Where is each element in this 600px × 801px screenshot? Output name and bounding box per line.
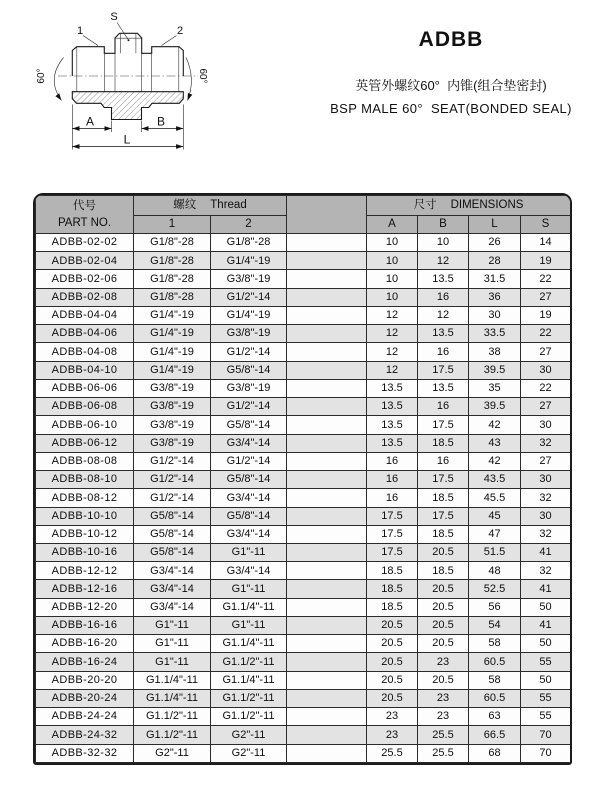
- dim-b-cell: 17.5: [418, 471, 469, 489]
- page-title: ADBB: [418, 28, 484, 51]
- thread2-cell: G1.1/2"-11: [211, 708, 287, 726]
- dim-l-cell: 54: [469, 616, 521, 634]
- dim-l-cell: 48: [469, 562, 521, 580]
- dim-a-cell: 13.5: [367, 379, 418, 397]
- thread2-cell: G1/8"-28: [211, 234, 287, 252]
- spacer-cell: [287, 653, 367, 671]
- dim-s-cell: 30: [521, 416, 571, 434]
- dim-l-cell: 42: [469, 416, 521, 434]
- dim-a-cell: 12: [367, 325, 418, 343]
- dim-a-cell: 16: [367, 452, 418, 470]
- thread1-cell: G1.1/2"-11: [134, 726, 211, 744]
- spacer-cell: [287, 343, 367, 361]
- table-row: [36, 234, 571, 252]
- thread2-cell: G2"-11: [211, 726, 287, 744]
- dim-s-cell: 32: [521, 562, 571, 580]
- part-no-cell: ADBB-04-06: [36, 325, 134, 343]
- spacer-cell: [287, 398, 367, 416]
- thread1-cell: G1/8"-28: [134, 270, 211, 288]
- dim-a-cell: 20.5: [367, 653, 418, 671]
- thread1-cell: G3/8"-19: [134, 398, 211, 416]
- thread1-cell: G1/8"-28: [134, 252, 211, 270]
- table-row: [36, 325, 571, 343]
- table-row: [36, 726, 571, 744]
- dim-b-cell: 23: [418, 653, 469, 671]
- dim-s-cell: 32: [521, 525, 571, 543]
- table-row: [36, 543, 571, 561]
- part-no-cell: ADBB-04-04: [36, 306, 134, 324]
- dim-b-cell: 18.5: [418, 434, 469, 452]
- spacer-cell: [287, 489, 367, 507]
- dim-a-cell: 17.5: [367, 543, 418, 561]
- header-thread-2: 2: [211, 216, 287, 234]
- title-block: [303, 28, 599, 116]
- dim-l-cell: 56: [469, 598, 521, 616]
- wrench-size-label: S: [110, 11, 118, 23]
- dim-l-cell: 39.5: [469, 398, 521, 416]
- spacer-cell: [287, 234, 367, 252]
- header-dimensions-cn: 尺寸: [413, 198, 437, 211]
- dim-s-cell: 41: [521, 580, 571, 598]
- dim-s-cell: 30: [521, 361, 571, 379]
- leader-dot: [128, 39, 130, 41]
- fitting-drawing: [28, 6, 220, 154]
- thread1-cell: G5/8"-14: [134, 525, 211, 543]
- dim-a-cell: 16: [367, 489, 418, 507]
- dim-a-cell: 18.5: [367, 580, 418, 598]
- thread2-cell: G3/4"-14: [211, 562, 287, 580]
- dim-s-cell: 22: [521, 270, 571, 288]
- part-no-cell: ADBB-10-12: [36, 525, 134, 543]
- dim-s-cell: 41: [521, 543, 571, 561]
- dim-b-cell: 20.5: [418, 635, 469, 653]
- dim-b-cell: 13.5: [418, 325, 469, 343]
- part-no-cell: ADBB-02-08: [36, 288, 134, 306]
- table-row: [36, 306, 571, 324]
- thread2-cell: G1/4"-19: [211, 306, 287, 324]
- thread2-cell: G1.1/4"-11: [211, 598, 287, 616]
- table-row: [36, 416, 571, 434]
- dim-s-cell: 32: [521, 489, 571, 507]
- dim-a-cell: 20.5: [367, 689, 418, 707]
- thread2-cell: G1"-11: [211, 543, 287, 561]
- dim-b-cell: 12: [418, 252, 469, 270]
- dim-s-cell: 70: [521, 744, 571, 762]
- thread1-cell: G1.1/4"-11: [134, 689, 211, 707]
- dim-s-cell: 41: [521, 616, 571, 634]
- part-no-cell: ADBB-20-20: [36, 671, 134, 689]
- table-row: [36, 471, 571, 489]
- end1-label: 1: [76, 25, 84, 37]
- table-row: [36, 653, 571, 671]
- dim-s-cell: 50: [521, 635, 571, 653]
- spacer-cell: [287, 288, 367, 306]
- part-no-cell: ADBB-16-16: [36, 616, 134, 634]
- dim-l-cell: 63: [469, 708, 521, 726]
- dim-l-cell: 43.5: [469, 471, 521, 489]
- spacer-cell: [287, 635, 367, 653]
- dim-b-cell: 17.5: [418, 416, 469, 434]
- spacer-cell: [287, 689, 367, 707]
- dim-a-cell: 10: [367, 270, 418, 288]
- thread2-cell: G1.1/4"-11: [211, 671, 287, 689]
- thread1-cell: G3/8"-19: [134, 416, 211, 434]
- part-no-cell: ADBB-12-20: [36, 598, 134, 616]
- dim-a-cell: 25.5: [367, 744, 418, 762]
- thread2-cell: G3/8"-19: [211, 379, 287, 397]
- part-no-cell: ADBB-16-20: [36, 635, 134, 653]
- dim-a-cell: 20.5: [367, 635, 418, 653]
- thread1-cell: G1/4"-19: [134, 361, 211, 379]
- dim-l-cell: 35: [469, 379, 521, 397]
- dim-b-cell: 18.5: [418, 525, 469, 543]
- spacer-cell: [287, 434, 367, 452]
- dim-s-cell: 22: [521, 379, 571, 397]
- dim-b-cell: 20.5: [418, 543, 469, 561]
- dim-l-cell: 38: [469, 343, 521, 361]
- thread2-cell: G5/8"-14: [211, 507, 287, 525]
- dim-l-cell: 28: [469, 252, 521, 270]
- leader-lines: [54, 23, 191, 101]
- header-thread-cn: 螺纹: [173, 198, 197, 211]
- dim-s-cell: 27: [521, 288, 571, 306]
- part-no-cell: ADBB-20-24: [36, 689, 134, 707]
- thread1-cell: G1"-11: [134, 616, 211, 634]
- dim-l-cell: 31.5: [469, 270, 521, 288]
- dim-s-cell: 19: [521, 252, 571, 270]
- dim-a-cell: 18.5: [367, 562, 418, 580]
- end2-label: 2: [176, 25, 184, 37]
- table-row: [36, 288, 571, 306]
- dim-a-cell: 10: [367, 234, 418, 252]
- spacer-cell: [287, 598, 367, 616]
- table-row: [36, 562, 571, 580]
- spacer-cell: [287, 671, 367, 689]
- dim-s-cell: 55: [521, 653, 571, 671]
- table-row: [36, 270, 571, 288]
- thread1-cell: G3/4"-14: [134, 598, 211, 616]
- thread1-cell: G1/2"-14: [134, 471, 211, 489]
- table-row: [36, 635, 571, 653]
- spacer-cell: [287, 325, 367, 343]
- spacer-cell: [287, 525, 367, 543]
- spacer-cell: [287, 708, 367, 726]
- thread2-cell: G1.1/4"-11: [211, 635, 287, 653]
- table-row: [36, 744, 571, 762]
- dim-s-cell: 27: [521, 398, 571, 416]
- table-row: [36, 671, 571, 689]
- thread2-cell: G1/2"-14: [211, 288, 287, 306]
- dim-b-cell: 23: [418, 689, 469, 707]
- dim-b-cell: 10: [418, 234, 469, 252]
- dim-a-label: A: [85, 114, 95, 129]
- dim-s-cell: 14: [521, 234, 571, 252]
- header-spacer: [287, 196, 367, 234]
- subtitle-english: BSP MALE 60° SEAT(BONDED SEAL): [330, 101, 572, 116]
- thread1-cell: G1/4"-19: [134, 325, 211, 343]
- table-row: [36, 525, 571, 543]
- thread1-cell: G1.1/4"-11: [134, 671, 211, 689]
- dim-l-cell: 33.5: [469, 325, 521, 343]
- dim-b-cell: 20.5: [418, 616, 469, 634]
- table-row: [36, 489, 571, 507]
- dim-b-cell: 13.5: [418, 270, 469, 288]
- part-no-cell: ADBB-06-12: [36, 434, 134, 452]
- thread1-cell: G2"-11: [134, 744, 211, 762]
- part-no-cell: ADBB-08-10: [36, 471, 134, 489]
- dim-s-cell: 50: [521, 598, 571, 616]
- header-dimensions: [367, 196, 571, 216]
- thread1-cell: G1/2"-14: [134, 489, 211, 507]
- dim-a-cell: 18.5: [367, 598, 418, 616]
- part-no-cell: ADBB-10-10: [36, 507, 134, 525]
- dim-l-cell: 58: [469, 671, 521, 689]
- dim-s-cell: 27: [521, 343, 571, 361]
- thread1-cell: G1/2"-14: [134, 452, 211, 470]
- dim-a-cell: 12: [367, 343, 418, 361]
- spacer-cell: [287, 270, 367, 288]
- table-row: [36, 434, 571, 452]
- dim-a-cell: 12: [367, 306, 418, 324]
- dim-l-cell: 45: [469, 507, 521, 525]
- dim-s-cell: 32: [521, 434, 571, 452]
- dim-b-cell: 25.5: [418, 726, 469, 744]
- dim-a-cell: 23: [367, 708, 418, 726]
- part-no-cell: ADBB-04-10: [36, 361, 134, 379]
- dim-b-cell: 20.5: [418, 671, 469, 689]
- table-row: [36, 252, 571, 270]
- dimensions-table: [33, 193, 572, 765]
- spacer-cell: [287, 726, 367, 744]
- dim-a-cell: 10: [367, 288, 418, 306]
- dim-l-cell: 39.5: [469, 361, 521, 379]
- dim-b-cell: 12: [418, 306, 469, 324]
- table-row: [36, 689, 571, 707]
- dim-s-cell: 55: [521, 708, 571, 726]
- spacer-cell: [287, 744, 367, 762]
- dim-s-cell: 19: [521, 306, 571, 324]
- thread2-cell: G5/8"-14: [211, 471, 287, 489]
- thread1-cell: G1/8"-28: [134, 234, 211, 252]
- spacer-cell: [287, 580, 367, 598]
- part-no-cell: ADBB-06-10: [36, 416, 134, 434]
- thread1-cell: G3/4"-14: [134, 580, 211, 598]
- spacer-cell: [287, 452, 367, 470]
- header-dim-l: L: [469, 216, 521, 234]
- dim-l-cell: 47: [469, 525, 521, 543]
- header-thread-en: Thread: [210, 198, 247, 211]
- dim-a-cell: 13.5: [367, 416, 418, 434]
- dim-b-cell: 17.5: [418, 361, 469, 379]
- spacer-cell: [287, 416, 367, 434]
- dim-l-cell: 42: [469, 452, 521, 470]
- detail-lines: [77, 34, 179, 92]
- part-no-cell: ADBB-12-16: [36, 580, 134, 598]
- dim-l-label: L: [123, 132, 131, 147]
- dim-l-cell: 52.5: [469, 580, 521, 598]
- thread1-cell: G5/8"-14: [134, 543, 211, 561]
- dim-a-cell: 13.5: [367, 434, 418, 452]
- dim-s-cell: 30: [521, 471, 571, 489]
- thread2-cell: G3/8"-19: [211, 270, 287, 288]
- dim-l-cell: 36: [469, 288, 521, 306]
- part-no-cell: ADBB-24-24: [36, 708, 134, 726]
- thread2-cell: G1/2"-14: [211, 398, 287, 416]
- header-thread: [134, 196, 287, 216]
- thread2-cell: G3/8"-19: [211, 325, 287, 343]
- dim-a-cell: 13.5: [367, 398, 418, 416]
- thread2-cell: G1/4"-19: [211, 252, 287, 270]
- dim-l-cell: 43: [469, 434, 521, 452]
- dim-l-cell: 30: [469, 306, 521, 324]
- thread2-cell: G3/4"-14: [211, 434, 287, 452]
- dim-l-cell: 60.5: [469, 689, 521, 707]
- part-no-cell: ADBB-02-06: [36, 270, 134, 288]
- header-thread-1: 1: [134, 216, 211, 234]
- spacer-cell: [287, 507, 367, 525]
- thread2-cell: G1.1/2"-11: [211, 689, 287, 707]
- thread2-cell: G2"-11: [211, 744, 287, 762]
- part-no-cell: ADBB-16-24: [36, 653, 134, 671]
- dim-b-cell: 16: [418, 398, 469, 416]
- dim-l-cell: 26: [469, 234, 521, 252]
- part-no-cell: ADBB-06-08: [36, 398, 134, 416]
- dim-b-cell: 16: [418, 288, 469, 306]
- part-no-cell: ADBB-02-04: [36, 252, 134, 270]
- part-no-cell: ADBB-08-08: [36, 452, 134, 470]
- subtitle-chinese: 英管外螺纹60° 内锥(组合垫密封): [355, 78, 547, 93]
- header-dim-a: A: [367, 216, 418, 234]
- dim-a-cell: 16: [367, 471, 418, 489]
- dim-l-cell: 45.5: [469, 489, 521, 507]
- thread1-cell: G1"-11: [134, 635, 211, 653]
- thread2-cell: G3/4"-14: [211, 489, 287, 507]
- thread1-cell: G3/4"-14: [134, 562, 211, 580]
- thread2-cell: G3/4"-14: [211, 525, 287, 543]
- angle-left-label: 60°: [36, 68, 47, 84]
- header-dim-b: B: [418, 216, 469, 234]
- dim-l-cell: 60.5: [469, 653, 521, 671]
- spacer-cell: [287, 252, 367, 270]
- dim-b-cell: 25.5: [418, 744, 469, 762]
- part-no-cell: ADBB-04-08: [36, 343, 134, 361]
- dim-s-cell: 50: [521, 671, 571, 689]
- dim-a-cell: 10: [367, 252, 418, 270]
- dim-b-label: B: [156, 114, 166, 129]
- dim-b-cell: 18.5: [418, 489, 469, 507]
- thread2-cell: G1.1/2"-11: [211, 653, 287, 671]
- dim-s-cell: 27: [521, 452, 571, 470]
- dim-a-cell: 20.5: [367, 616, 418, 634]
- part-no-cell: ADBB-06-06: [36, 379, 134, 397]
- header-part-no: [36, 196, 134, 234]
- thread2-cell: G1"-11: [211, 616, 287, 634]
- dim-b-cell: 20.5: [418, 580, 469, 598]
- dim-s-cell: 70: [521, 726, 571, 744]
- table-row: [36, 343, 571, 361]
- dim-l-cell: 66.5: [469, 726, 521, 744]
- dim-a-cell: 23: [367, 726, 418, 744]
- thread2-cell: G5/8"-14: [211, 361, 287, 379]
- dim-l-cell: 58: [469, 635, 521, 653]
- dim-b-cell: 18.5: [418, 562, 469, 580]
- header-dim-s: S: [521, 216, 571, 234]
- dim-s-cell: 22: [521, 325, 571, 343]
- spacer-cell: [287, 562, 367, 580]
- thread2-cell: G1/2"-14: [211, 452, 287, 470]
- part-no-cell: ADBB-12-12: [36, 562, 134, 580]
- dim-b-cell: 13.5: [418, 379, 469, 397]
- table-row: [36, 507, 571, 525]
- thread2-cell: G1"-11: [211, 580, 287, 598]
- header-part-no-cn: 代号: [73, 200, 96, 213]
- thread1-cell: G5/8"-14: [134, 507, 211, 525]
- thread2-cell: G1/2"-14: [211, 343, 287, 361]
- table-row: [36, 616, 571, 634]
- table-row: [36, 379, 571, 397]
- header-dimensions-en: DIMENSIONS: [450, 198, 524, 211]
- dim-s-cell: 30: [521, 507, 571, 525]
- spacer-cell: [287, 543, 367, 561]
- part-no-cell: ADBB-32-32: [36, 744, 134, 762]
- dim-b-cell: 20.5: [418, 598, 469, 616]
- dim-a-cell: 20.5: [367, 671, 418, 689]
- part-no-cell: ADBB-24-32: [36, 726, 134, 744]
- angle-right-label: 60°: [197, 68, 208, 84]
- header-part-no-en: PART NO.: [57, 216, 112, 229]
- thread1-cell: G1/4"-19: [134, 343, 211, 361]
- dim-a-cell: 12: [367, 361, 418, 379]
- thread2-cell: G5/8"-14: [211, 416, 287, 434]
- thread1-cell: G1"-11: [134, 653, 211, 671]
- dim-a-cell: 17.5: [367, 507, 418, 525]
- dim-b-cell: 16: [418, 343, 469, 361]
- dim-b-cell: 17.5: [418, 507, 469, 525]
- thread1-cell: G1.1/2"-11: [134, 708, 211, 726]
- dim-a-cell: 17.5: [367, 525, 418, 543]
- spacer-cell: [287, 471, 367, 489]
- table-row: [36, 452, 571, 470]
- table-row: [36, 361, 571, 379]
- table-row: [36, 398, 571, 416]
- table-row: [36, 598, 571, 616]
- part-no-cell: ADBB-02-02: [36, 234, 134, 252]
- dim-s-cell: 55: [521, 689, 571, 707]
- spacer-cell: [287, 361, 367, 379]
- spacer-cell: [287, 616, 367, 634]
- table-row: [36, 580, 571, 598]
- dim-l-cell: 68: [469, 744, 521, 762]
- part-no-cell: ADBB-08-12: [36, 489, 134, 507]
- dim-l-cell: 51.5: [469, 543, 521, 561]
- dim-b-cell: 16: [418, 452, 469, 470]
- table-row: [36, 708, 571, 726]
- thread1-cell: G3/8"-19: [134, 379, 211, 397]
- thread1-cell: G1/8"-28: [134, 288, 211, 306]
- thread1-cell: G3/8"-19: [134, 434, 211, 452]
- spacer-cell: [287, 306, 367, 324]
- spacer-cell: [287, 379, 367, 397]
- dim-b-cell: 23: [418, 708, 469, 726]
- thread1-cell: G1/4"-19: [134, 306, 211, 324]
- part-no-cell: ADBB-10-16: [36, 543, 134, 561]
- table-body: [36, 234, 571, 763]
